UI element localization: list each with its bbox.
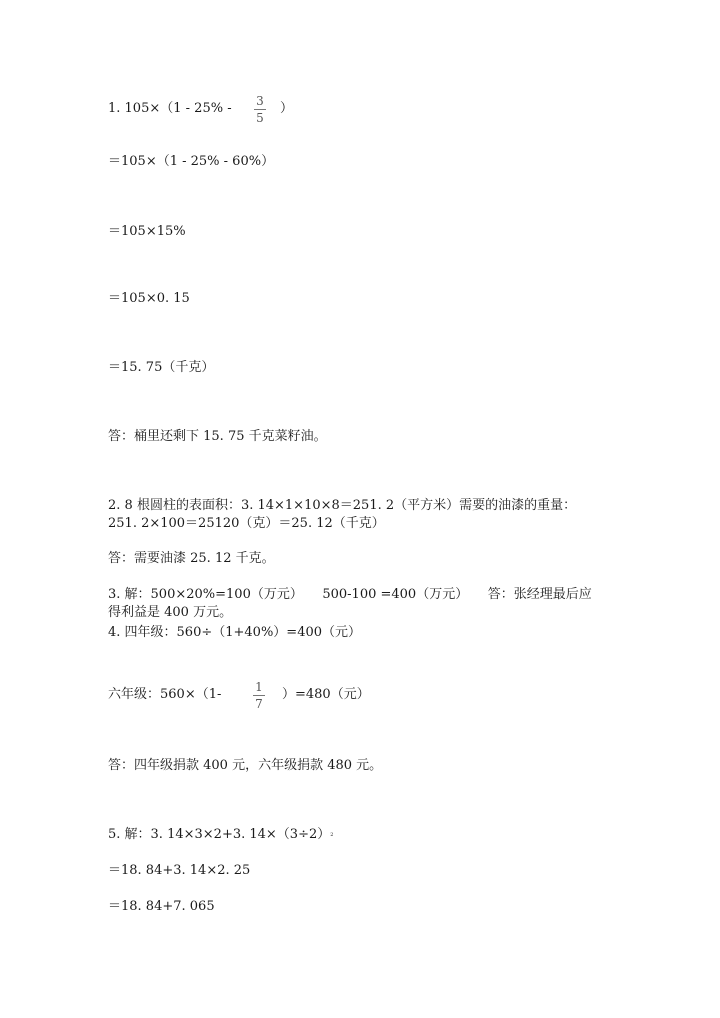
problem5-step1: ＝18. 84+3. 14×2. 25 (108, 863, 251, 878)
fraction-numerator: 1 (255, 680, 263, 694)
fraction-one-seventh (253, 680, 265, 711)
superscript-exponent: 2 (330, 832, 334, 838)
problem3-line2: 得利益是 400 万元。 (108, 605, 233, 620)
problem1-step2: ＝105×15% (108, 224, 186, 239)
problem3-line1: 3. 解：500×20%=100（万元） 500-100 =400（万元） 答：张经理最后应 (108, 587, 592, 602)
problem1-expression-end: ） (280, 101, 294, 116)
problem5-line1 (108, 826, 333, 844)
problem5-expression: 5. 解：3. 14×3×2+3. 14×（3÷2） (108, 827, 331, 842)
problem1-step1: ＝105×（1 - 25% - 60%） (108, 154, 275, 169)
problem4-line1: 4. 四年级：560÷（1+40%）=400（元） (108, 625, 362, 640)
problem2-line2: 251. 2×100＝25120（克）＝25. 12（千克） (108, 516, 385, 531)
fraction-three-fifths (254, 94, 266, 125)
fraction-numerator: 3 (256, 94, 264, 108)
fraction-bar (254, 109, 266, 110)
fraction-bar (253, 695, 265, 696)
problem1-expression-start: 1. 105×（1 - 25% - (108, 101, 232, 116)
fraction-denominator: 7 (255, 697, 263, 711)
fraction-denominator: 5 (256, 111, 264, 125)
problem1-step3: ＝105×0. 15 (108, 291, 190, 306)
problem4-line2-end: ）=480（元） (282, 687, 370, 702)
problem1-expression (108, 100, 232, 118)
problem4-line2-start: 六年级：560×（1- (108, 687, 222, 702)
problem2-line1: 2. 8 根圆柱的表面积：3. 14×1×10×8＝251. 2（平方米）需要的油漆的重量： (108, 498, 577, 513)
problem1-answer: 答：桶里还剩下 15. 75 千克菜籽油。 (108, 429, 327, 444)
problem2-answer: 答：需要油漆 25. 12 千克。 (108, 551, 275, 566)
problem5-step2: ＝18. 84+7. 065 (108, 899, 215, 914)
problem1-step4: ＝15. 75（千克） (108, 360, 215, 375)
problem4-answer: 答：四年级捐款 400 元，六年级捐款 480 元。 (108, 758, 383, 773)
